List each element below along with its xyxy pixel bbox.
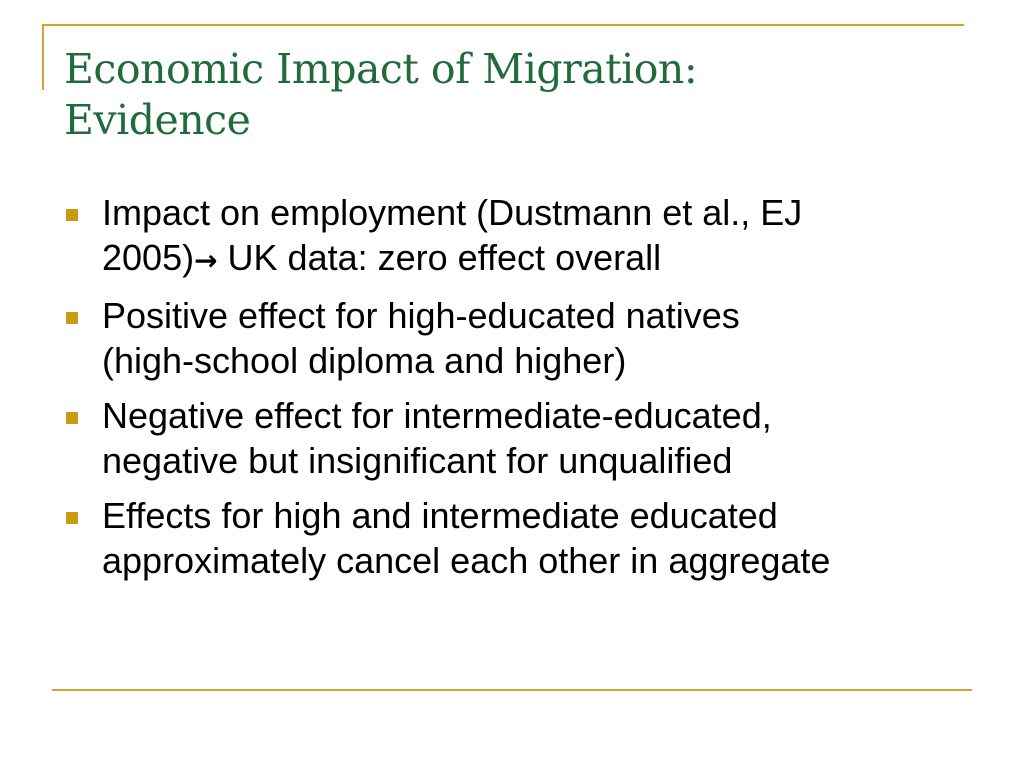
bottom-accent-line xyxy=(52,689,972,691)
bullet-item-positive-effect xyxy=(0,293,1000,383)
bullet-item-aggregate-effects xyxy=(0,493,1000,583)
square-bullet-icon xyxy=(66,209,78,221)
left-accent-line xyxy=(42,24,44,90)
bullet-line-2-end: UK data: zero effect overall xyxy=(217,237,662,278)
bullet-text xyxy=(102,393,962,483)
bullet-line-2 xyxy=(102,235,962,283)
square-bullet-icon xyxy=(66,512,78,524)
bullet-line-1: Impact on employment (Dustmann et al., EJ xyxy=(102,192,803,233)
bullet-text xyxy=(102,190,962,283)
bullet-line-2-start: 2005) xyxy=(102,237,195,278)
bullet-list xyxy=(0,190,1000,593)
bullet-line-1: Negative effect for intermediate-educated, xyxy=(102,395,772,436)
bullet-item-employment xyxy=(0,190,1000,283)
bullet-line-2: approximately cancel each other in aggregate xyxy=(102,540,831,581)
bullet-line-1: Effects for high and intermediate educated xyxy=(102,495,778,536)
slide-title xyxy=(64,44,964,146)
bullet-line-2: (high-school diploma and higher) xyxy=(102,340,627,381)
bullet-item-negative-effect xyxy=(0,393,1000,483)
slide-title-line-2: Evidence xyxy=(64,96,251,144)
bullet-text xyxy=(102,293,962,383)
bullet-line-1: Positive effect for high-educated natives xyxy=(102,295,740,336)
bullet-text xyxy=(102,493,962,583)
square-bullet-icon xyxy=(66,412,78,424)
square-bullet-icon xyxy=(66,312,78,324)
slide-title-line-1: Economic Impact of Migration: xyxy=(64,45,698,93)
top-accent-line xyxy=(42,24,964,26)
right-arrow-icon: → xyxy=(194,244,218,277)
bullet-line-2: negative but insignificant for unqualified xyxy=(102,440,733,481)
